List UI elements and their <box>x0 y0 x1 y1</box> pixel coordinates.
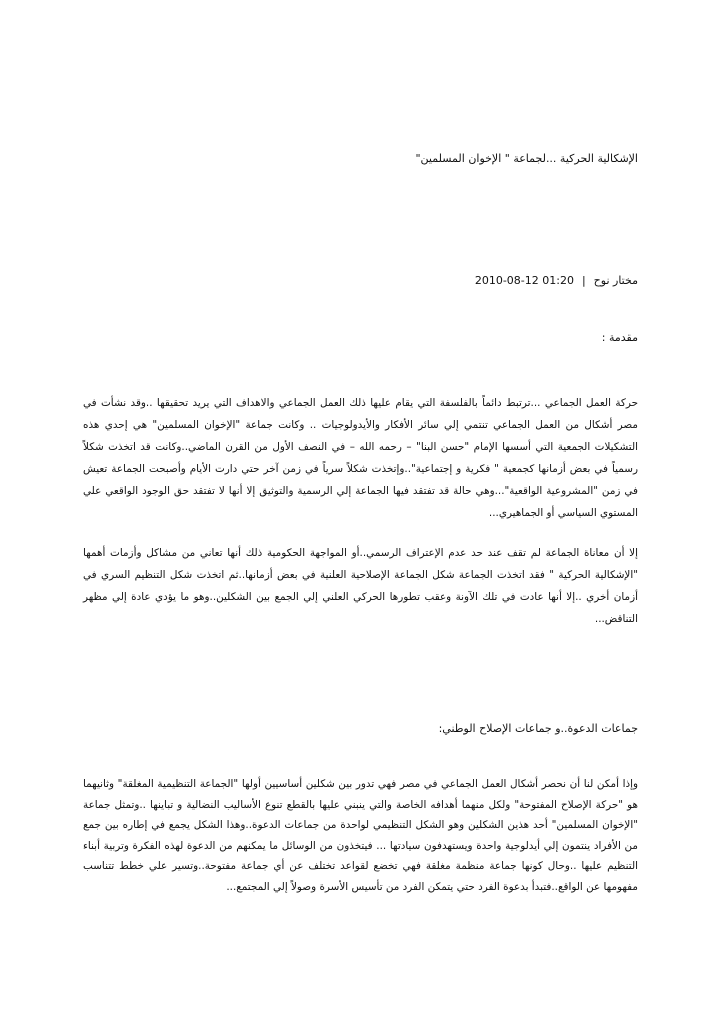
byline <box>83 270 638 292</box>
paragraph-1: حركة العمل الجماعي ...ترتبط دائماً بالفلسفة التي يقام عليها ذلك العمل الجماعي والاهداف التي يريد تحقيقها ..وقد نشأت في مصر أشكال من العمل الجماعي تنتمي إلي سائر الأفكار والأيدولوجيات .. وكانت جماعة "الإخوان المسلمين" هي إحدي هذه التشكيلات الجمعية التي أسسها الإمام "حسن البنا" – رحمه الله – في النصف الأول من القرن الماضي..وكانت قد اتخذت شكلاً رسمياً في بعض أزمانها كجمعية " فكرية و إجتماعية"..وإتخذت شكلاً سرياً في زمن آخر حتي دارت الأيام وأصبحت الجماعة تعيش في زمن "المشروعية الواقعية"...وهي حالة قد تفتقد فيها الجماعة إلي الرسمية والتوثيق إلا أنها لا تفتقد حق الوجود الواقعي علي المستوي السياسي أو الجماهيري... <box>83 397 638 519</box>
paragraph-3: وإذا أمكن لنا أن نحصر أشكال العمل الجماعي في مصر فهي تدور بين شكلين أساسيين أولها "الجماعة التنظيمية المغلقة" وثانيهما هو "حركة الإصلاح المفتوحة" ولكل منهما أهدافه الخاصة والتي ينبني عليها بالقطع تنوع الأساليب النضالية و تباينها ..وتمثل جماعة "الإخوان المسلمين" أحد هذين الشكلين وهو الشكل التنظيمي لواحدة من جماعات الدعوة..وهذا الشكل يجمع في إطاره بين جمع من الأفراد ينتمون إلي أيدلوجية واحدة ويستهدفون سيادتها ... فيتخذون من الوسائل ما يمكنهم من الدعوة لهذه الفكرة وتربية أبناء التنظيم عليها ..وحال كونها جماعة منظمة مغلقة فهي تخضع لقواعد تختلف عن أي جماعة مفتوحة..وتسير علي خطط تتناسب مفهومها عن الواقع..فتبدأ بدعوة الفرد حتي يتمكن الفرد من تأسيس الأسرة وصولاً إلي المجتمع... <box>83 778 638 893</box>
byline-separator: | <box>581 274 586 287</box>
document-title: الإشكالية الحركية ...لجماعة " الإخوان المسلمين" <box>415 152 638 165</box>
section-heading-2: جماعات الدعوة..و جماعات الإصلاح الوطني: <box>438 722 638 735</box>
author-name: مختار نوح <box>593 274 638 287</box>
publish-datetime: 2010-08-12 01:20 <box>474 274 574 287</box>
paragraph-2: إلا أن معاناة الجماعة لم تقف عند حد عدم الإعتراف الرسمي..أو المواجهة الحكومية ذلك أنها تعاني من مشاكل وأزمات أهمها "الإشكالية الحركية " فقد اتخذت الجماعة شكل الجماعة الإصلاحية العلنية في بعض أزمانها..ثم اتخذت شكل التنظيم السري في أزمان أخري ..إلا أنها عادت في تلك الآونة وعقب تطورها الحركي العلني إلي الجمع بين الشكلين..وهو ما يؤدي عادة إلي مظهر التناقض... <box>83 547 638 625</box>
section-heading-intro: مقدمة : <box>601 331 638 344</box>
